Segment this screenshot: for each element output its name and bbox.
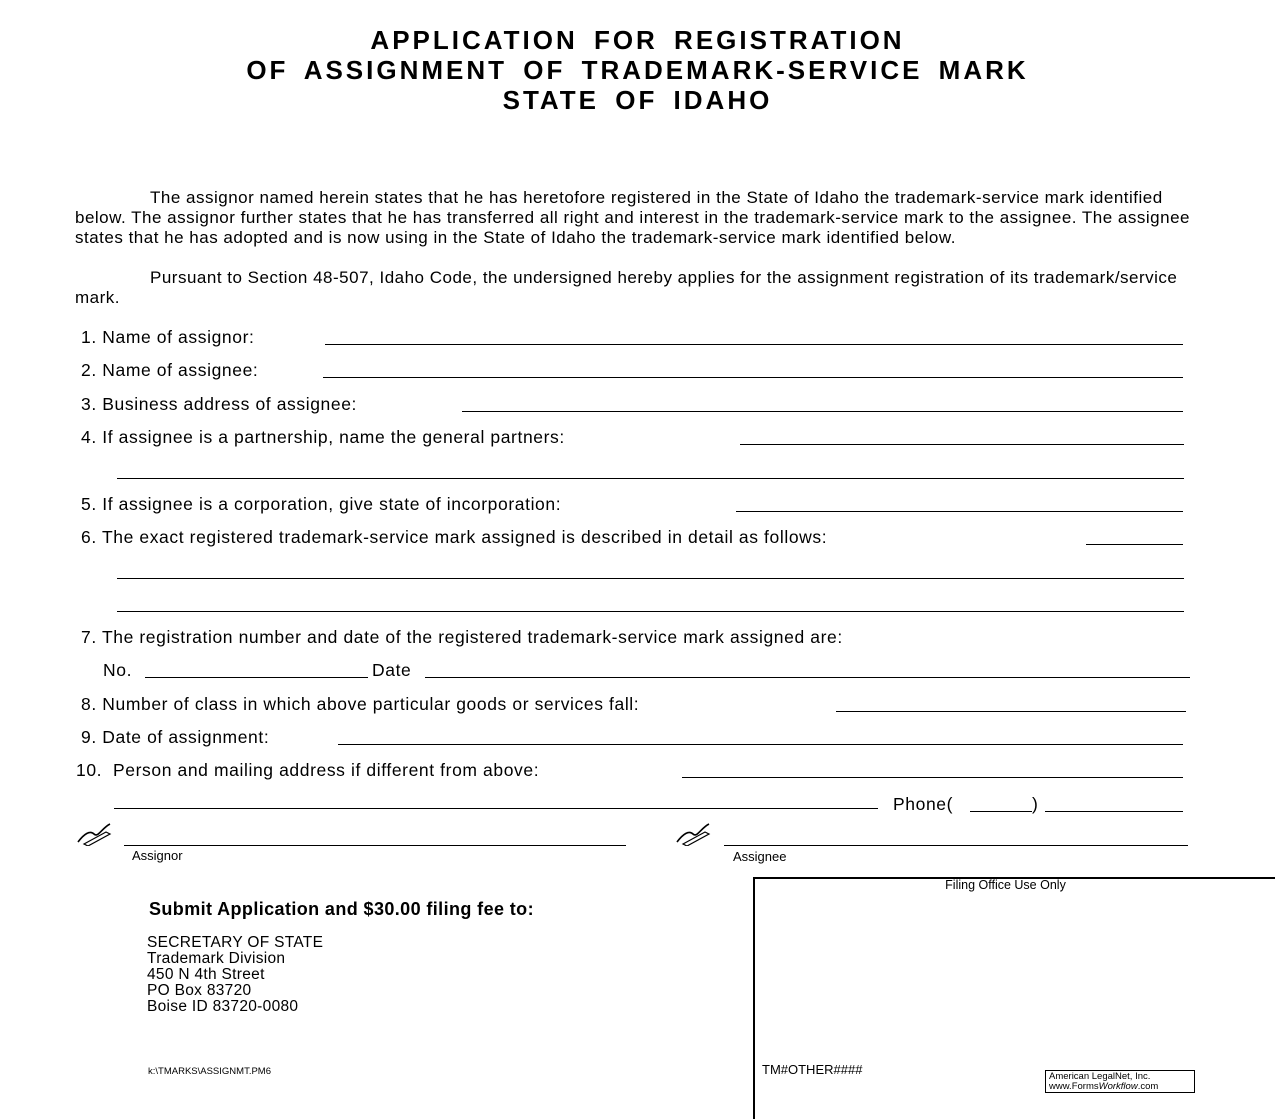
pen-signature-icon bbox=[76, 820, 116, 853]
mark-description-line-2[interactable] bbox=[117, 578, 1184, 579]
phone-area-code-line[interactable] bbox=[970, 811, 1032, 812]
assignee-name-line[interactable] bbox=[323, 377, 1183, 378]
assignor-name-line[interactable] bbox=[325, 344, 1183, 345]
field-label-mark-description: 6. The exact registered trademark-service mark assigned is described in detail as follows: bbox=[81, 527, 828, 547]
registration-date-label: Date bbox=[372, 660, 412, 680]
class-number-line[interactable] bbox=[836, 711, 1186, 712]
stamp-suffix: .com bbox=[1137, 1081, 1159, 1092]
phone-label: Phone( bbox=[893, 794, 954, 814]
field-label-business-address: 3. Business address of assignee: bbox=[81, 394, 358, 414]
assignee-signature-label: Assignee bbox=[733, 849, 787, 864]
pen-signature-icon bbox=[675, 820, 715, 853]
stamp-prefix: www.Forms bbox=[1049, 1081, 1099, 1092]
mailing-address-line-1[interactable] bbox=[682, 777, 1183, 778]
address-line: PO Box 83720 bbox=[147, 982, 252, 999]
address-line: Trademark Division bbox=[147, 950, 286, 967]
intro-paragraph-1: The assignor named herein states that he has heretofore registered in the State of Idaho the trademark-service mark identified below. The assignor further states that he has transferred all right and interest in the trademark-service mark to the assignee. The assignee states that he has adopted and is now using in the State of Idaho the trademark-service mark identified below. bbox=[75, 188, 1190, 247]
field-label-registration-number-date: 7. The registration number and date of the registered trademark-service mark assigned are: bbox=[81, 627, 843, 647]
intro-paragraph-2: Pursuant to Section 48-507, Idaho Code, the undersigned hereby applies for the assignment registration of its trademark/service mark. bbox=[75, 268, 1178, 307]
assignor-signature-label: Assignor bbox=[132, 848, 183, 863]
tm-code: TM#OTHER#### bbox=[762, 1062, 863, 1077]
business-address-line[interactable] bbox=[462, 411, 1183, 412]
title-line-2: OF ASSIGNMENT OF TRADEMARK-SERVICE MARK bbox=[246, 55, 1029, 85]
filing-office-box bbox=[753, 877, 1275, 1119]
address-line: SECRETARY OF STATE bbox=[147, 934, 324, 951]
file-path: k:\TMARKS\ASSIGNMT.PM6 bbox=[148, 1066, 271, 1077]
assignee-signature-line[interactable] bbox=[724, 845, 1188, 846]
field-label-date-of-assignment: 9. Date of assignment: bbox=[81, 727, 270, 747]
field-label-general-partners: 4. If assignee is a partnership, name the general partners: bbox=[81, 427, 565, 447]
date-of-assignment-line[interactable] bbox=[338, 744, 1183, 745]
title-line-1: APPLICATION FOR REGISTRATION bbox=[370, 25, 905, 55]
registration-number-line[interactable] bbox=[145, 677, 368, 678]
field-label-assignor: 1. Name of assignor: bbox=[81, 327, 255, 347]
stamp-line-2 bbox=[1049, 1082, 1191, 1092]
legalnet-stamp bbox=[1045, 1070, 1195, 1093]
field-label-class-number: 8. Number of class in which above particular goods or services fall: bbox=[81, 694, 640, 714]
filing-office-label: Filing Office Use Only bbox=[945, 878, 1066, 892]
general-partners-line-2[interactable] bbox=[117, 478, 1184, 479]
registration-date-line[interactable] bbox=[425, 677, 1190, 678]
general-partners-line-1[interactable] bbox=[740, 444, 1184, 445]
stamp-line-1: American LegalNet, Inc. bbox=[1049, 1071, 1151, 1082]
address-line: Boise ID 83720-0080 bbox=[147, 998, 299, 1015]
mark-description-line-3[interactable] bbox=[117, 611, 1184, 612]
field-label-state-of-incorporation: 5. If assignee is a corporation, give state of incorporation: bbox=[81, 494, 562, 514]
field-number-10: 10. bbox=[76, 760, 103, 780]
phone-number-line[interactable] bbox=[1045, 811, 1183, 812]
assignor-signature-line[interactable] bbox=[124, 845, 626, 846]
stamp-emphasis: Workflow bbox=[1098, 1081, 1138, 1092]
field-label-mailing-address: Person and mailing address if different from above: bbox=[113, 760, 540, 780]
address-line: 450 N 4th Street bbox=[147, 966, 265, 983]
mailing-address-block bbox=[147, 935, 323, 1015]
mark-description-line-1[interactable] bbox=[1086, 544, 1183, 545]
registration-number-label: No. bbox=[103, 660, 133, 680]
title-line-3: STATE OF IDAHO bbox=[502, 85, 773, 115]
field-label-assignee: 2. Name of assignee: bbox=[81, 360, 259, 380]
submit-heading: Submit Application and $30.00 filing fee to: bbox=[149, 899, 534, 919]
state-of-incorporation-line[interactable] bbox=[736, 511, 1183, 512]
phone-close-paren: ) bbox=[1032, 794, 1039, 814]
mailing-address-line-2[interactable] bbox=[114, 808, 878, 809]
